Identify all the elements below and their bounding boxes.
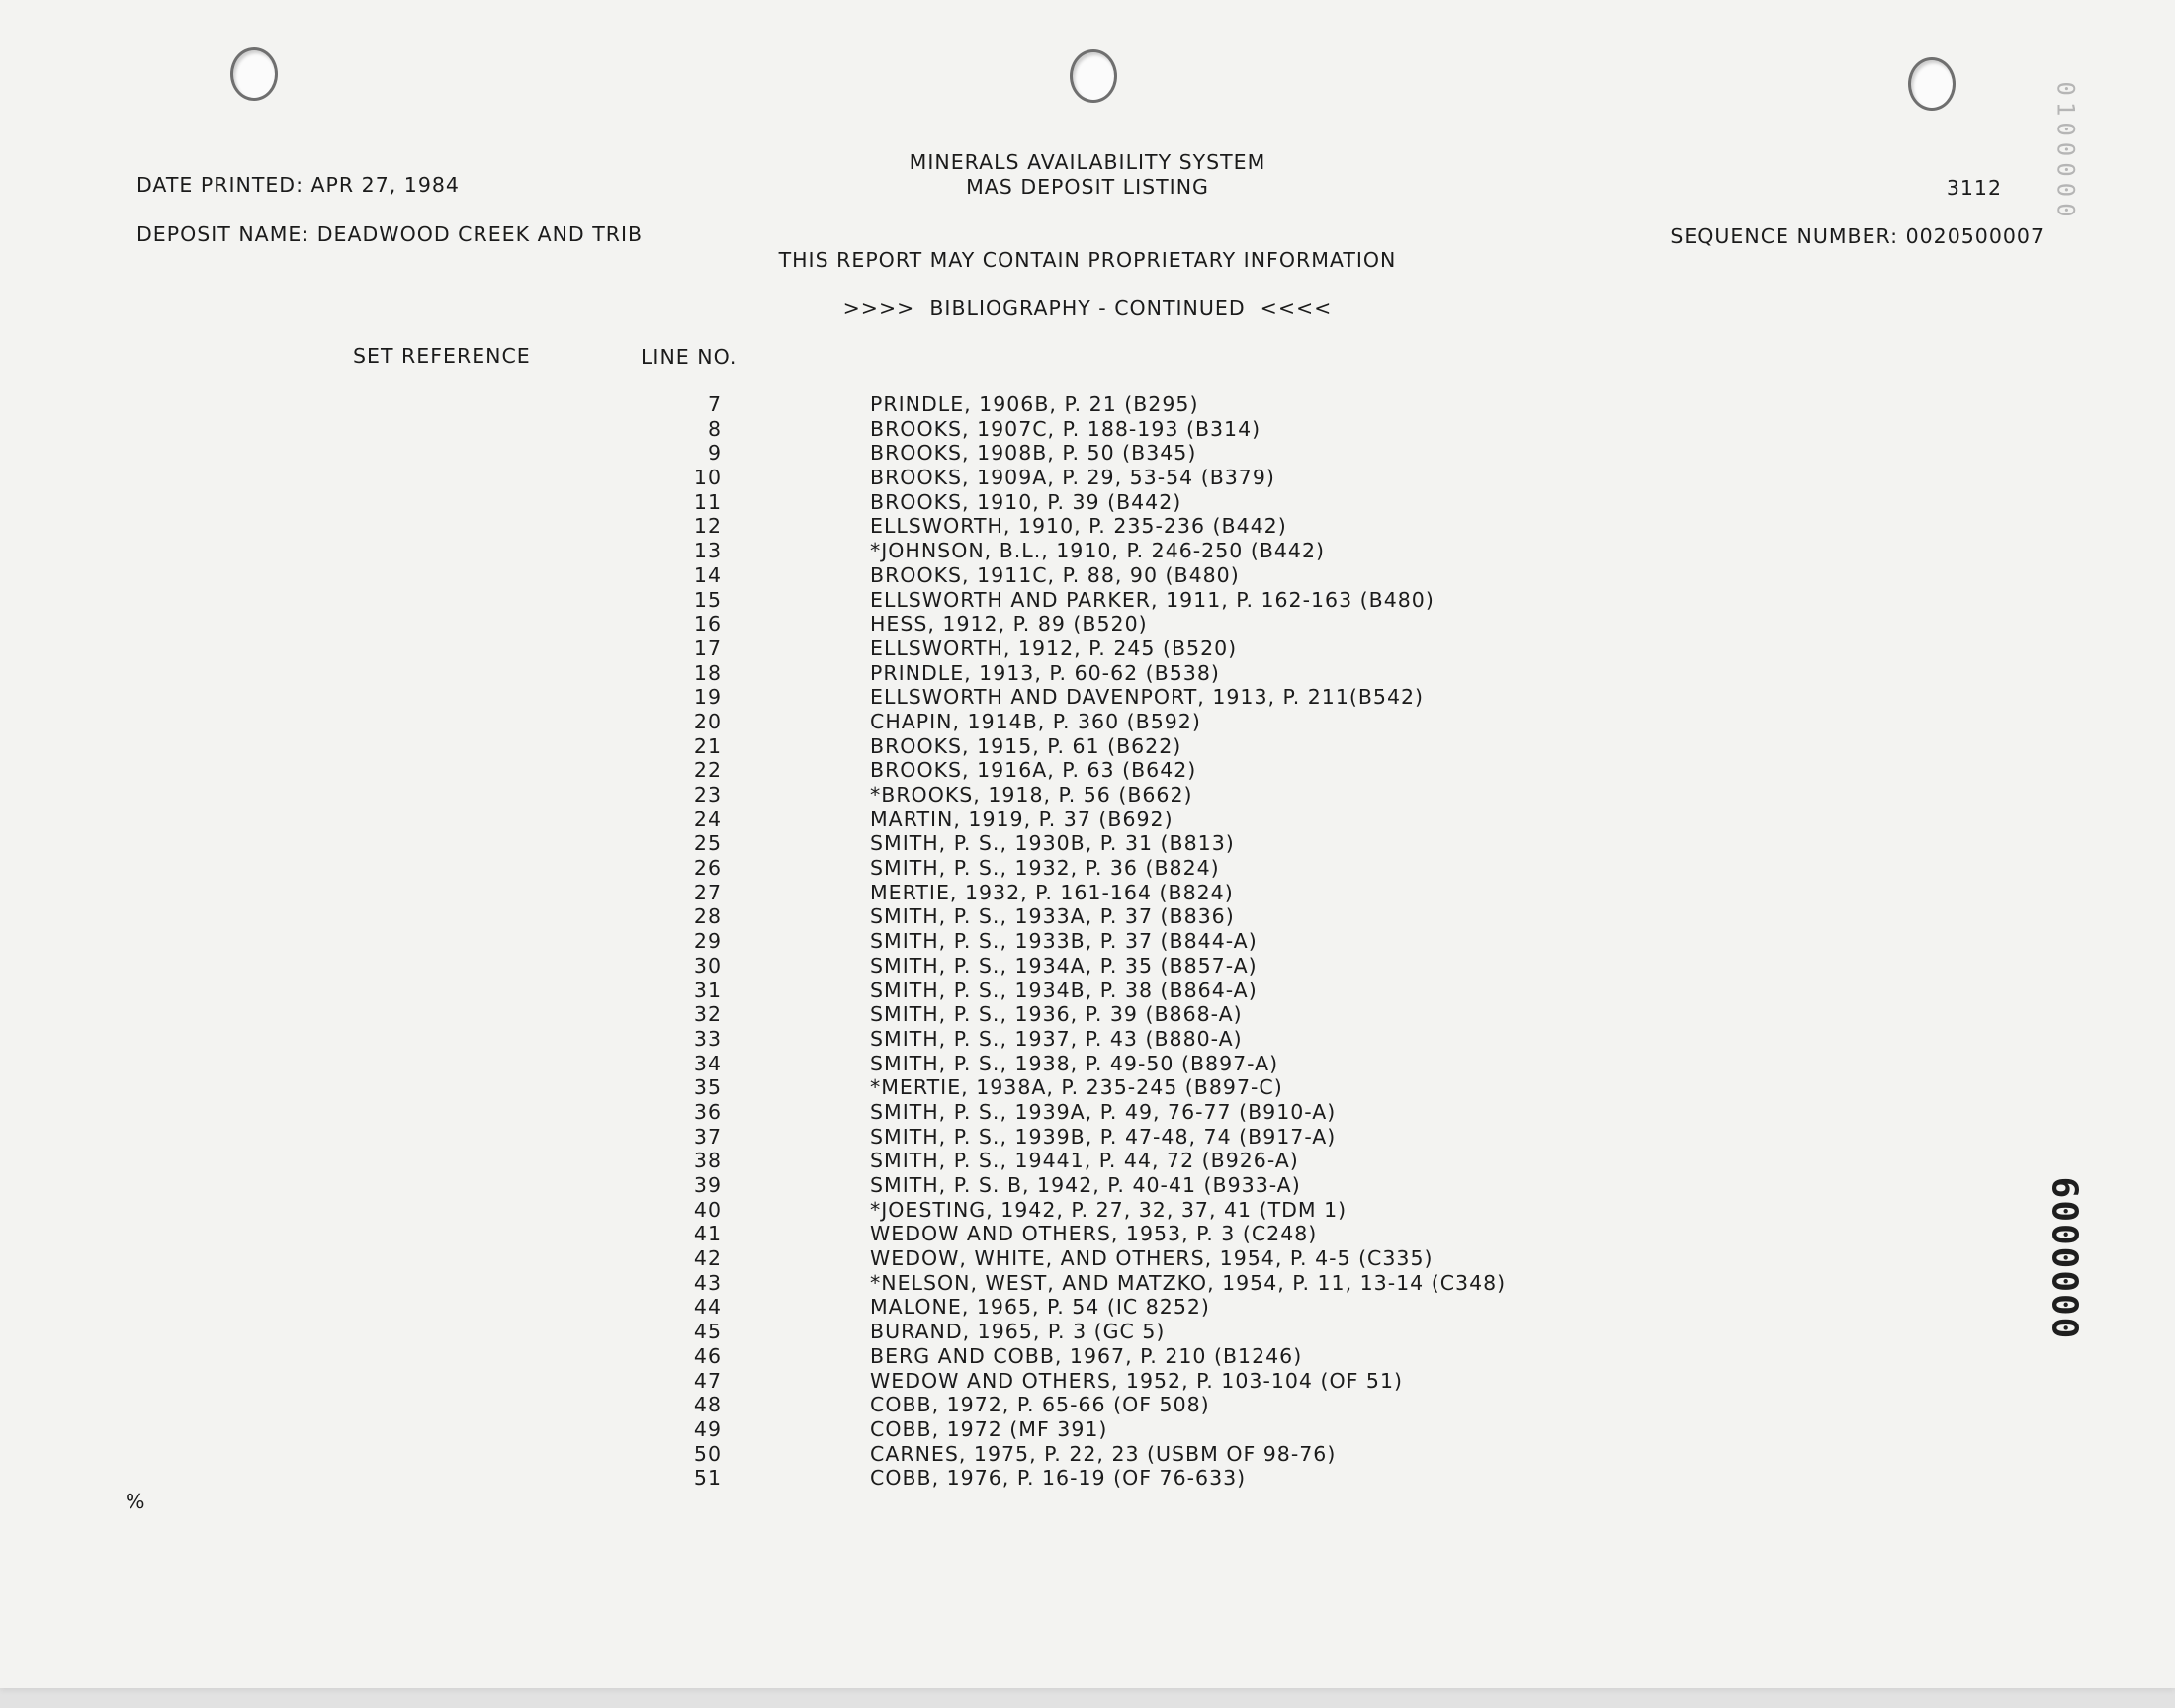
line-number: 9: [707, 441, 722, 466]
line-number: 22: [693, 758, 722, 783]
line-number: 10: [693, 466, 722, 490]
reference-row: [0, 1052, 2175, 1076]
reference-text: SMITH, P. S. B, 1942, P. 40-41 (B933-A): [870, 1173, 1301, 1197]
line-number: 27: [693, 880, 722, 904]
reference-text: *JOHNSON, B.L., 1910, P. 246-250 (B442): [870, 539, 1326, 563]
stamp-top-right: 0100000: [2051, 81, 2080, 223]
line-number: 26: [693, 856, 722, 881]
punch-hole-left: [230, 47, 278, 101]
line-number: 16: [693, 612, 722, 637]
reference-text: BROOKS, 1909A, P. 29, 53-54 (B379): [870, 466, 1275, 490]
reference-row: [0, 1075, 2175, 1100]
reference-row: [0, 441, 2175, 466]
reference-row: [0, 831, 2175, 856]
date-printed: DATE PRINTED: APR 27, 1984: [136, 173, 460, 197]
reference-text: ELLSWORTH, 1912, P. 245 (B520): [870, 636, 1238, 660]
reference-row: [0, 466, 2175, 490]
reference-text: SMITH, P. S., 1939A, P. 49, 76-77 (B910-A): [870, 1099, 1337, 1124]
reference-row: [0, 1125, 2175, 1150]
reference-text: WEDOW, WHITE, AND OTHERS, 1954, P. 4-5 (C335): [870, 1246, 1434, 1271]
line-number: 36: [693, 1099, 722, 1124]
reference-text: SMITH, P. S., 1934A, P. 35 (B857-A): [870, 953, 1258, 978]
line-number: 51: [693, 1466, 722, 1491]
reference-row: [0, 954, 2175, 979]
reference-text: SMITH, P. S., 1939B, P. 47-48, 74 (B917-A): [870, 1124, 1337, 1149]
reference-text: MARTIN, 1919, P. 37 (B692): [870, 807, 1174, 831]
reference-row: [0, 1295, 2175, 1320]
reference-text: PRINDLE, 1913, P. 60-62 (B538): [870, 660, 1220, 685]
reference-row: [0, 685, 2175, 710]
line-number: 46: [693, 1343, 722, 1368]
reference-row: [0, 588, 2175, 613]
reference-row: [0, 1149, 2175, 1173]
reference-row: [0, 563, 2175, 588]
line-number: 15: [693, 587, 722, 612]
reference-text: SMITH, P. S., 1932, P. 36 (B824): [870, 856, 1220, 881]
reference-row: [0, 1173, 2175, 1198]
punch-hole-right: [1908, 57, 1956, 111]
reference-row: [0, 1442, 2175, 1467]
line-number: 50: [693, 1441, 722, 1466]
reference-row: [0, 1246, 2175, 1271]
line-number: 13: [693, 539, 722, 563]
reference-text: ELLSWORTH, 1910, P. 235-236 (B442): [870, 514, 1287, 539]
line-number: 23: [693, 783, 722, 807]
reference-text: *NELSON, WEST, AND MATZKO, 1954, P. 11, 13-14 (C348): [870, 1270, 1507, 1295]
line-number: 32: [693, 1002, 722, 1027]
column-header-set-reference: SET REFERENCE: [353, 344, 531, 368]
column-header-line-no: LINE NO.: [641, 345, 738, 369]
reference-text: BROOKS, 1916A, P. 63 (B642): [870, 758, 1197, 783]
line-number: 28: [693, 904, 722, 929]
reference-row: [0, 1369, 2175, 1394]
reference-row: [0, 1344, 2175, 1369]
reference-row: [0, 783, 2175, 808]
reference-row: [0, 808, 2175, 832]
reference-text: SMITH, P. S., 1934B, P. 38 (B864-A): [870, 978, 1258, 1002]
line-number: 25: [693, 831, 722, 856]
line-number: 34: [693, 1051, 722, 1075]
reference-text: *MERTIE, 1938A, P. 235-245 (B897-C): [870, 1075, 1283, 1100]
reference-text: SMITH, P. S., 1937, P. 43 (B880-A): [870, 1026, 1243, 1051]
reference-row: [0, 1466, 2175, 1491]
reference-text: SMITH, P. S., 1938, P. 49-50 (B897-A): [870, 1051, 1279, 1075]
reference-row: [0, 417, 2175, 442]
reference-row: [0, 1222, 2175, 1246]
reference-row: [0, 1198, 2175, 1223]
listing-title: MAS DEPOSIT LISTING: [966, 175, 1209, 199]
reference-row: [0, 490, 2175, 515]
reference-text: *BROOKS, 1918, P. 56 (B662): [870, 783, 1193, 807]
line-number: 12: [693, 514, 722, 539]
line-number: 30: [693, 953, 722, 978]
line-number: 48: [693, 1393, 722, 1417]
bibliography-list: [0, 392, 2175, 1491]
line-number: 20: [693, 709, 722, 733]
line-number: 37: [693, 1124, 722, 1149]
reference-row: [0, 881, 2175, 905]
reference-text: ELLSWORTH AND PARKER, 1911, P. 162-163 (B480): [870, 587, 1435, 612]
line-number: 41: [693, 1222, 722, 1246]
proprietary-note: THIS REPORT MAY CONTAIN PROPRIETARY INFORMATION: [778, 248, 1397, 272]
reference-row: [0, 539, 2175, 563]
percent-mark: %: [126, 1490, 146, 1513]
reference-text: SMITH, P. S., 1933B, P. 37 (B844-A): [870, 929, 1258, 954]
line-number: 8: [707, 416, 722, 441]
reference-text: SMITH, P. S., 19441, P. 44, 72 (B926-A): [870, 1149, 1299, 1173]
reference-row: [0, 979, 2175, 1003]
reference-row: [0, 758, 2175, 783]
reference-row: [0, 856, 2175, 881]
sequence-number: SEQUENCE NUMBER: 0020500007: [1670, 224, 2044, 248]
line-number: 19: [693, 685, 722, 710]
deposit-name: DEPOSIT NAME: DEADWOOD CREEK AND TRIB: [136, 222, 644, 246]
line-number: 21: [693, 733, 722, 758]
reference-text: BROOKS, 1908B, P. 50 (B345): [870, 441, 1197, 466]
line-number: 18: [693, 660, 722, 685]
line-number: 11: [693, 489, 722, 514]
reference-text: HESS, 1912, P. 89 (B520): [870, 612, 1148, 637]
reference-row: [0, 1320, 2175, 1344]
reference-row: [0, 612, 2175, 637]
reference-text: MALONE, 1965, P. 54 (IC 8252): [870, 1295, 1210, 1320]
reference-text: PRINDLE, 1906B, P. 21 (B295): [870, 392, 1199, 416]
reference-row: [0, 734, 2175, 759]
reference-row: [0, 392, 2175, 417]
reference-text: WEDOW AND OTHERS, 1953, P. 3 (C248): [870, 1222, 1318, 1246]
stamp-side: 6000000: [2044, 1176, 2085, 1341]
reference-row: [0, 929, 2175, 954]
reference-row: [0, 904, 2175, 929]
line-number: 38: [693, 1149, 722, 1173]
reference-row: [0, 661, 2175, 686]
reference-row: [0, 1393, 2175, 1417]
reference-text: WEDOW AND OTHERS, 1952, P. 103-104 (OF 51): [870, 1368, 1404, 1393]
line-number: 49: [693, 1416, 722, 1441]
line-number: 47: [693, 1368, 722, 1393]
line-number: 24: [693, 807, 722, 831]
reference-text: CARNES, 1975, P. 22, 23 (USBM OF 98-76): [870, 1441, 1337, 1466]
reference-text: BROOKS, 1907C, P. 188-193 (B314): [870, 416, 1262, 441]
reference-row: [0, 1027, 2175, 1052]
line-number: 29: [693, 929, 722, 954]
reference-text: *JOESTING, 1942, P. 27, 32, 37, 41 (TDM 1): [870, 1197, 1348, 1222]
reference-text: BURAND, 1965, P. 3 (GC 5): [870, 1320, 1166, 1344]
section-title: >>>> BIBLIOGRAPHY - CONTINUED <<<<: [842, 297, 1333, 320]
line-number: 7: [707, 392, 722, 416]
reference-text: CHAPIN, 1914B, P. 360 (B592): [870, 709, 1201, 733]
system-title: MINERALS AVAILABILITY SYSTEM: [909, 150, 1266, 174]
line-number: 43: [693, 1270, 722, 1295]
reference-text: BROOKS, 1910, P. 39 (B442): [870, 489, 1182, 514]
reference-text: BROOKS, 1915, P. 61 (B622): [870, 733, 1182, 758]
reference-text: MERTIE, 1932, P. 161-164 (B824): [870, 880, 1234, 904]
page-code: 3112: [1946, 176, 2002, 200]
reference-text: COBB, 1972 (MF 391): [870, 1416, 1108, 1441]
reference-text: SMITH, P. S., 1930B, P. 31 (B813): [870, 831, 1235, 856]
line-number: 35: [693, 1075, 722, 1100]
line-number: 42: [693, 1246, 722, 1271]
line-number: 45: [693, 1320, 722, 1344]
line-number: 31: [693, 978, 722, 1002]
reference-row: [0, 1417, 2175, 1442]
line-number: 44: [693, 1295, 722, 1320]
reference-row: [0, 514, 2175, 539]
reference-row: [0, 710, 2175, 734]
reference-text: COBB, 1972, P. 65-66 (OF 508): [870, 1393, 1210, 1417]
punch-hole-center: [1070, 49, 1117, 103]
reference-row: [0, 1002, 2175, 1027]
reference-row: [0, 1271, 2175, 1296]
line-number: 40: [693, 1197, 722, 1222]
reference-row: [0, 1100, 2175, 1125]
line-number: 39: [693, 1173, 722, 1197]
reference-text: SMITH, P. S., 1933A, P. 37 (B836): [870, 904, 1235, 929]
reference-text: ELLSWORTH AND DAVENPORT, 1913, P. 211(B542): [870, 685, 1425, 710]
line-number: 14: [693, 562, 722, 587]
reference-text: SMITH, P. S., 1936, P. 39 (B868-A): [870, 1002, 1243, 1027]
reference-text: BROOKS, 1911C, P. 88, 90 (B480): [870, 562, 1240, 587]
line-number: 17: [693, 636, 722, 660]
reference-text: COBB, 1976, P. 16-19 (OF 76-633): [870, 1466, 1247, 1491]
line-number: 33: [693, 1026, 722, 1051]
reference-text: BERG AND COBB, 1967, P. 210 (B1246): [870, 1343, 1303, 1368]
reference-row: [0, 637, 2175, 661]
